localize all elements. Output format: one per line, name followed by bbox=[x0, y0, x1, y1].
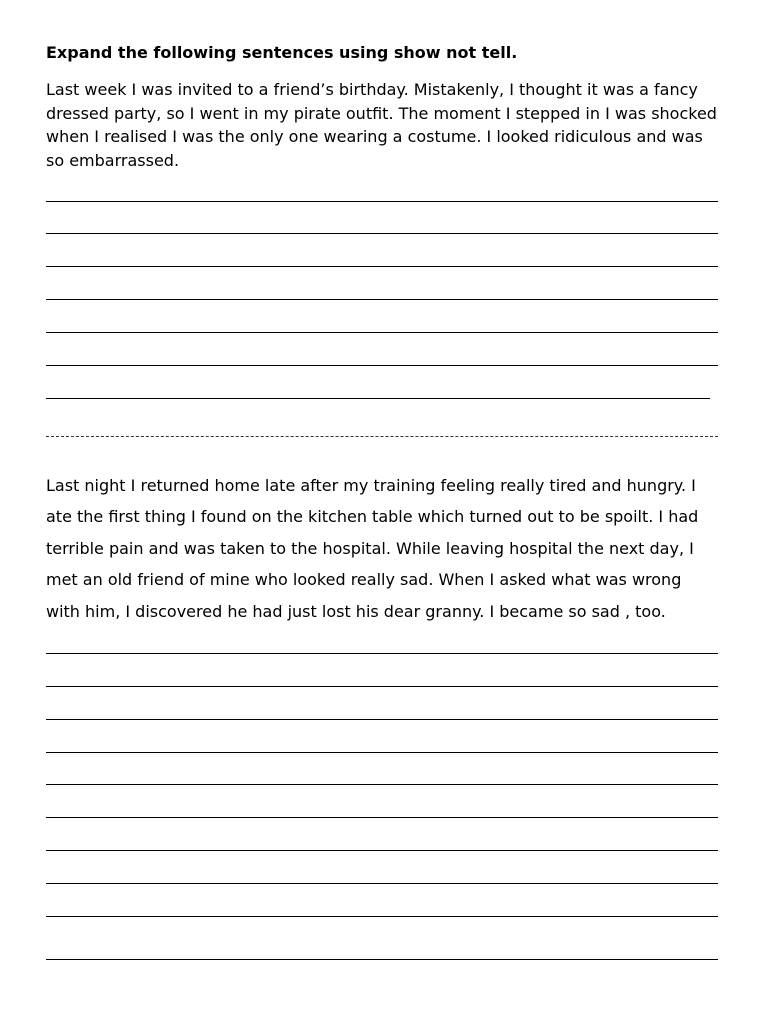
answer-line[interactable] bbox=[46, 752, 718, 753]
answer-line[interactable] bbox=[46, 233, 718, 234]
answer-line[interactable] bbox=[46, 850, 718, 851]
answer-line[interactable] bbox=[46, 784, 718, 785]
answer-line[interactable] bbox=[46, 959, 718, 960]
section-divider bbox=[46, 436, 718, 437]
answer-line[interactable] bbox=[46, 299, 718, 300]
answer-line[interactable] bbox=[46, 883, 718, 884]
answer-line[interactable] bbox=[46, 365, 718, 366]
answer-line[interactable] bbox=[46, 719, 718, 720]
answer-line[interactable] bbox=[46, 686, 718, 687]
prompt-paragraph-2: Last night I returned home late after my training feeling really tired and hungry. I ate the first thing I found on the kitchen table which turned out to be spoilt. I had terrible pain and was taken to the hospital. While leaving hospital the next day, I met an old friend of mine who looked really sad. When I asked what was wrong with him, I discovered he had just lost his dear granny. I became so sad , too. bbox=[46, 476, 699, 621]
answer-line[interactable] bbox=[46, 653, 718, 654]
answer-line[interactable] bbox=[46, 398, 710, 399]
answer-line[interactable] bbox=[46, 817, 718, 818]
answer-line[interactable] bbox=[46, 266, 718, 267]
answer-line[interactable] bbox=[46, 332, 718, 333]
worksheet-title: Expand the following sentences using show not tell. bbox=[46, 43, 518, 62]
answer-line[interactable] bbox=[46, 201, 718, 202]
prompt-paragraph-1: Last week I was invited to a friend’s birthday. Mistakenly, I thought it was a fancy dressed party, so I went in my pirate outfit. The moment I stepped in I was shocked when I realised I was the only one wearing a costume. I looked ridiculous and was so embarrassed. bbox=[46, 80, 717, 170]
answer-line[interactable] bbox=[46, 916, 718, 917]
